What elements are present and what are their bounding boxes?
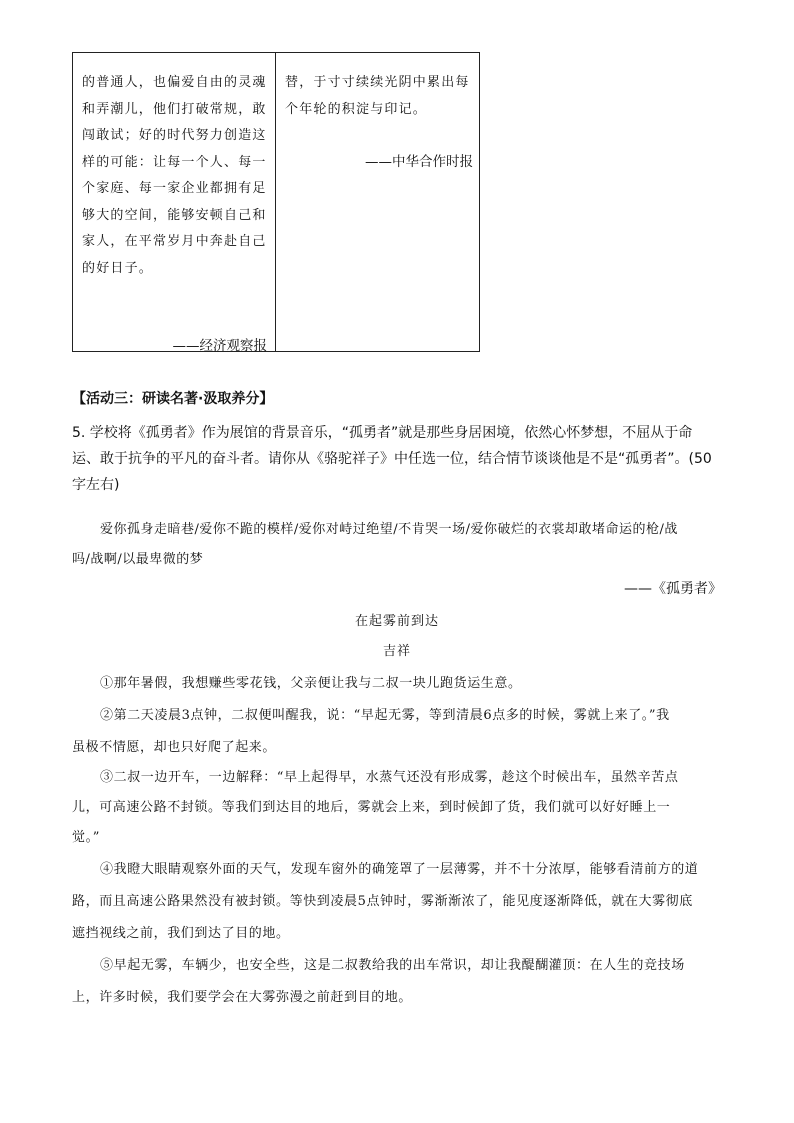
right-source: ——中华合作时报	[365, 154, 473, 170]
left-source: ——经济观察报	[172, 338, 267, 354]
table-cell-left	[82, 70, 267, 354]
left-line: 的普通人，也偏爱自由的灵魂	[82, 75, 267, 90]
section-heading: 【活动三：研读名著·汲取养分】	[72, 391, 274, 407]
paragraph-line: 遮挡视线之前，我们到达了目的地。	[72, 926, 290, 941]
essay-title: 在起雾前到达	[354, 614, 439, 629]
lyric-line: 爱你孤身走暗巷/爱你不跪的模样/爱你对峙过绝望/不肯哭一场/爱你破烂的衣裳却敢堵命运的枪/战	[100, 522, 678, 537]
paragraph-line: ②第二天凌晨3点钟，二叔便叫醒我，说：“早起无雾，等到清晨6点多的时候，雾就上来了。”我	[100, 708, 670, 723]
paragraph-line: 觉。”	[72, 830, 100, 845]
right-line: 替，于寸寸续续光阴中累出每	[285, 75, 470, 90]
table-divider	[275, 53, 276, 351]
quote-table	[72, 52, 480, 352]
paragraph-line: 虽极不情愿，却也只好爬了起来。	[72, 740, 277, 755]
paragraph-line: ④我瞪大眼睛观察外面的天气，发现车窗外的确笼罩了一层薄雾，并不十分浓厚，能够看清前方的道	[100, 862, 699, 877]
lyric-line: 吗/战啊/以最卑微的梦	[72, 552, 204, 567]
right-line: 个年轮的积淀与印记。	[285, 101, 428, 117]
left-line: 闯敢试；好的时代努力创造这	[82, 128, 267, 143]
question-line: 运、敢于抗争的平凡的奋斗者。请你从《骆驼祥子》中任选一位，结合情节谈谈他是不是“孤勇者”。(50	[72, 451, 712, 467]
left-line: 和弄潮儿，他们打破常规，敢	[82, 101, 267, 117]
question-line: 字左右)	[72, 477, 120, 493]
lyric-source: ——《孤勇者》	[624, 581, 722, 597]
paragraph-line: 上，许多时候，我们要学会在大雾弥漫之前赶到目的地。	[72, 990, 413, 1005]
paragraph-line: 路，而且高速公路果然没有被封锁。等快到凌晨5点钟时，雾渐渐浓了，能见度逐渐降低，就在大雾彻底	[72, 894, 693, 909]
question-line: 5. 学校将《孤勇者》作为展馆的背景音乐，“孤勇者”就是那些身居困境，依然心怀梦想，不屈从于命	[72, 425, 693, 441]
table-cell-right	[285, 70, 473, 170]
left-line: 家人，在平常岁月中奔赴自己	[82, 234, 267, 249]
left-line: 个家庭、每一家企业都拥有足	[82, 181, 267, 196]
paragraph-line: 儿，可高速公路不封锁。等我们到达目的地后，雾就会上来，到时候卸了货，我们就可以好好睡上一	[72, 800, 671, 815]
paragraph-line: ⑤早起无雾，车辆少，也安全些，这是二叔教给我的出车常识，却让我醍醐灌顶：在人生的竞技场	[100, 958, 685, 973]
paragraph-line: ③二叔一边开车，一边解释：“早上起得早，水蒸气还没有形成雾，趁这个时候出车，虽然辛苦点	[100, 770, 679, 785]
left-line: 的好日子。	[82, 260, 154, 276]
left-line: 样的可能：让每一个人、每一	[82, 154, 267, 170]
essay-author: 吉祥	[382, 644, 411, 659]
left-line: 够大的空间，能够安顿自己和	[82, 207, 267, 223]
paragraph-line: ①那年暑假，我想赚些零花钱，父亲便让我与二叔一块儿跑货运生意。	[100, 676, 522, 691]
